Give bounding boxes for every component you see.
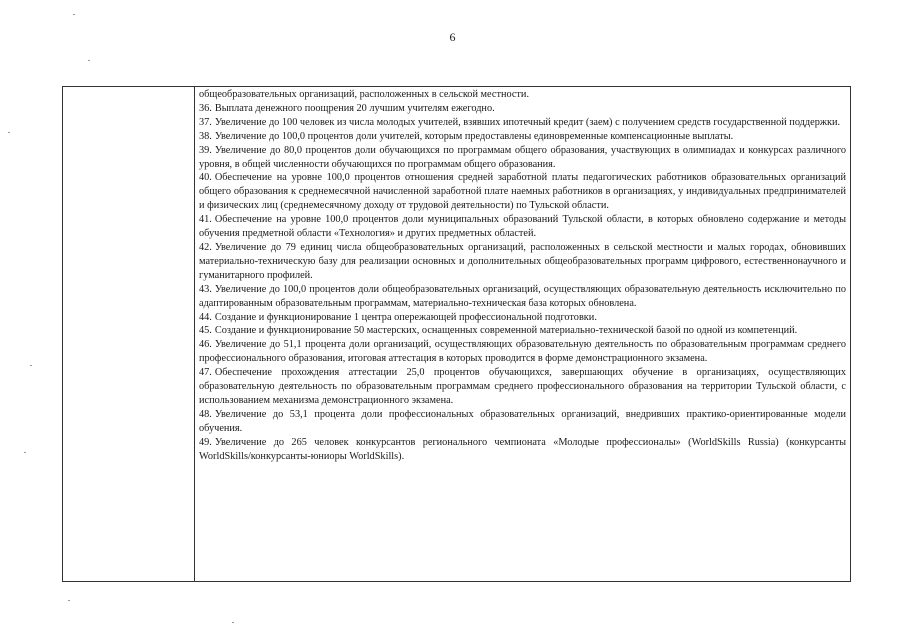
- item-number: 43.: [199, 283, 212, 295]
- item-text: Выплата денежного поощрения 20 лучшим учителям ежегодно.: [214, 102, 495, 114]
- item-text: Обеспечение на уровне 100,0 процентов доли муниципальных образований Тульской области, в которых обновлено содержание и методы обучения предметной области «Технология» и других предметных областей.: [199, 214, 846, 240]
- item-number: 36.: [199, 102, 212, 114]
- scan-speck: [30, 365, 32, 366]
- item-text: Увеличение до 100,0 процентов доли общеобразовательных организаций, осуществляющих образовательную деятельность исключительно по адаптированным образовательным программам, материально-техническая база которых обновлена.: [199, 283, 846, 309]
- item-number: 40.: [199, 172, 212, 184]
- scan-speck: [88, 60, 90, 61]
- item-number: 39.: [199, 144, 212, 156]
- scan-speck: [73, 14, 75, 15]
- table-content-cell: [196, 88, 850, 581]
- item-number: 44.: [199, 311, 212, 323]
- list-item: [199, 436, 846, 464]
- item-text: Создание и функционирование 50 мастерских, оснащенных современной материально-технической базой по одной из компетенций.: [214, 325, 798, 337]
- item-text: Увеличение до 80,0 процентов доли обучающихся по программам общего образования, участвующих в олимпиадах и конкурсах различного уровня, в общей численности обучающихся по программам общего образования.: [199, 144, 846, 170]
- list-item: [199, 130, 846, 144]
- item-number: 46.: [199, 339, 212, 351]
- table-left-column: [63, 87, 195, 581]
- list-item: [199, 366, 846, 408]
- item-text: Обеспечение прохождения аттестации 25,0 процентов обучающихся, завершающих обучение в организациях, осуществляющих образовательную деятельность по образовательным программам среднего профессионального образования на территории Тульской области, с использованием механизма демонстрационного экзамена.: [199, 367, 846, 406]
- item-text: Обеспечение на уровне 100,0 процентов отношения средней заработной платы педагогических работников образовательных организаций общего образования к среднемесячной начисленной заработной плате наемных работников в организациях, у индивидуальных предпринимателей и физических лиц (среднемесячному доходу от трудовой деятельности) по Тульской области.: [199, 172, 846, 212]
- list-item: [199, 213, 846, 241]
- item-number: 37.: [199, 116, 212, 128]
- page-number: 6: [449, 30, 456, 44]
- item-text: Увеличение до 265 человек конкурсантов регионального чемпионата «Молодые профессионалы» (WorldSkills Russia) (конкурсанты WorldSkills/конкурсанты-юниоры WorldSkills).: [199, 436, 846, 462]
- item-number: 38.: [199, 130, 212, 142]
- list-item: [199, 311, 846, 325]
- item-text: Увеличение до 51,1 процента доли организаций, осуществляющих образовательную деятельность по образовательным программам среднего профессионального образования, итоговая аттестация в которых проводится в форме демонстрационного экзамена.: [199, 339, 846, 365]
- item-number: 45.: [199, 325, 212, 337]
- list-item: [199, 241, 846, 283]
- item-text: общеобразовательных организаций, расположенных в сельской местности.: [199, 89, 530, 100]
- item-number: 47.: [199, 367, 212, 379]
- item-text: Увеличение до 79 единиц числа общеобразовательных организаций, расположенных в сельской местности и малых городах, обновивших материально-техническую базу для реализации основных и дополнительных общеобразовательных программ цифрового, естественнонаучного и гуманитарного профилей.: [199, 241, 846, 281]
- list-item: [199, 283, 846, 311]
- item-number: 48.: [199, 408, 212, 420]
- item-text: Увеличение до 100 человек из числа молодых учителей, взявших ипотечный кредит (заем) с получением средств государственной поддержки.: [214, 116, 841, 128]
- item-number: 42.: [199, 241, 212, 253]
- scan-speck: [24, 452, 26, 453]
- document-table: [62, 86, 851, 582]
- list-item: [199, 338, 846, 366]
- list-item: [199, 408, 846, 436]
- scan-speck: [68, 600, 70, 601]
- item-text: Увеличение до 53,1 процента доли профессиональных образовательных организаций, внедривших практико-ориентированные модели обучения.: [199, 408, 846, 434]
- list-item: [199, 102, 846, 116]
- list-item: [199, 144, 846, 172]
- list-item: [199, 324, 846, 338]
- list-item: [199, 171, 846, 213]
- item-number: 41.: [199, 214, 212, 226]
- list-item: [199, 88, 846, 102]
- item-number: 49.: [199, 436, 212, 448]
- scan-speck: [232, 622, 234, 623]
- item-text: Увеличение до 100,0 процентов доли учителей, которым предоставлены единовременные компенсационные выплаты.: [214, 130, 734, 142]
- list-item: [199, 116, 846, 130]
- scan-speck: [8, 132, 10, 133]
- item-text: Создание и функционирование 1 центра опережающей профессиональной подготовки.: [214, 311, 597, 323]
